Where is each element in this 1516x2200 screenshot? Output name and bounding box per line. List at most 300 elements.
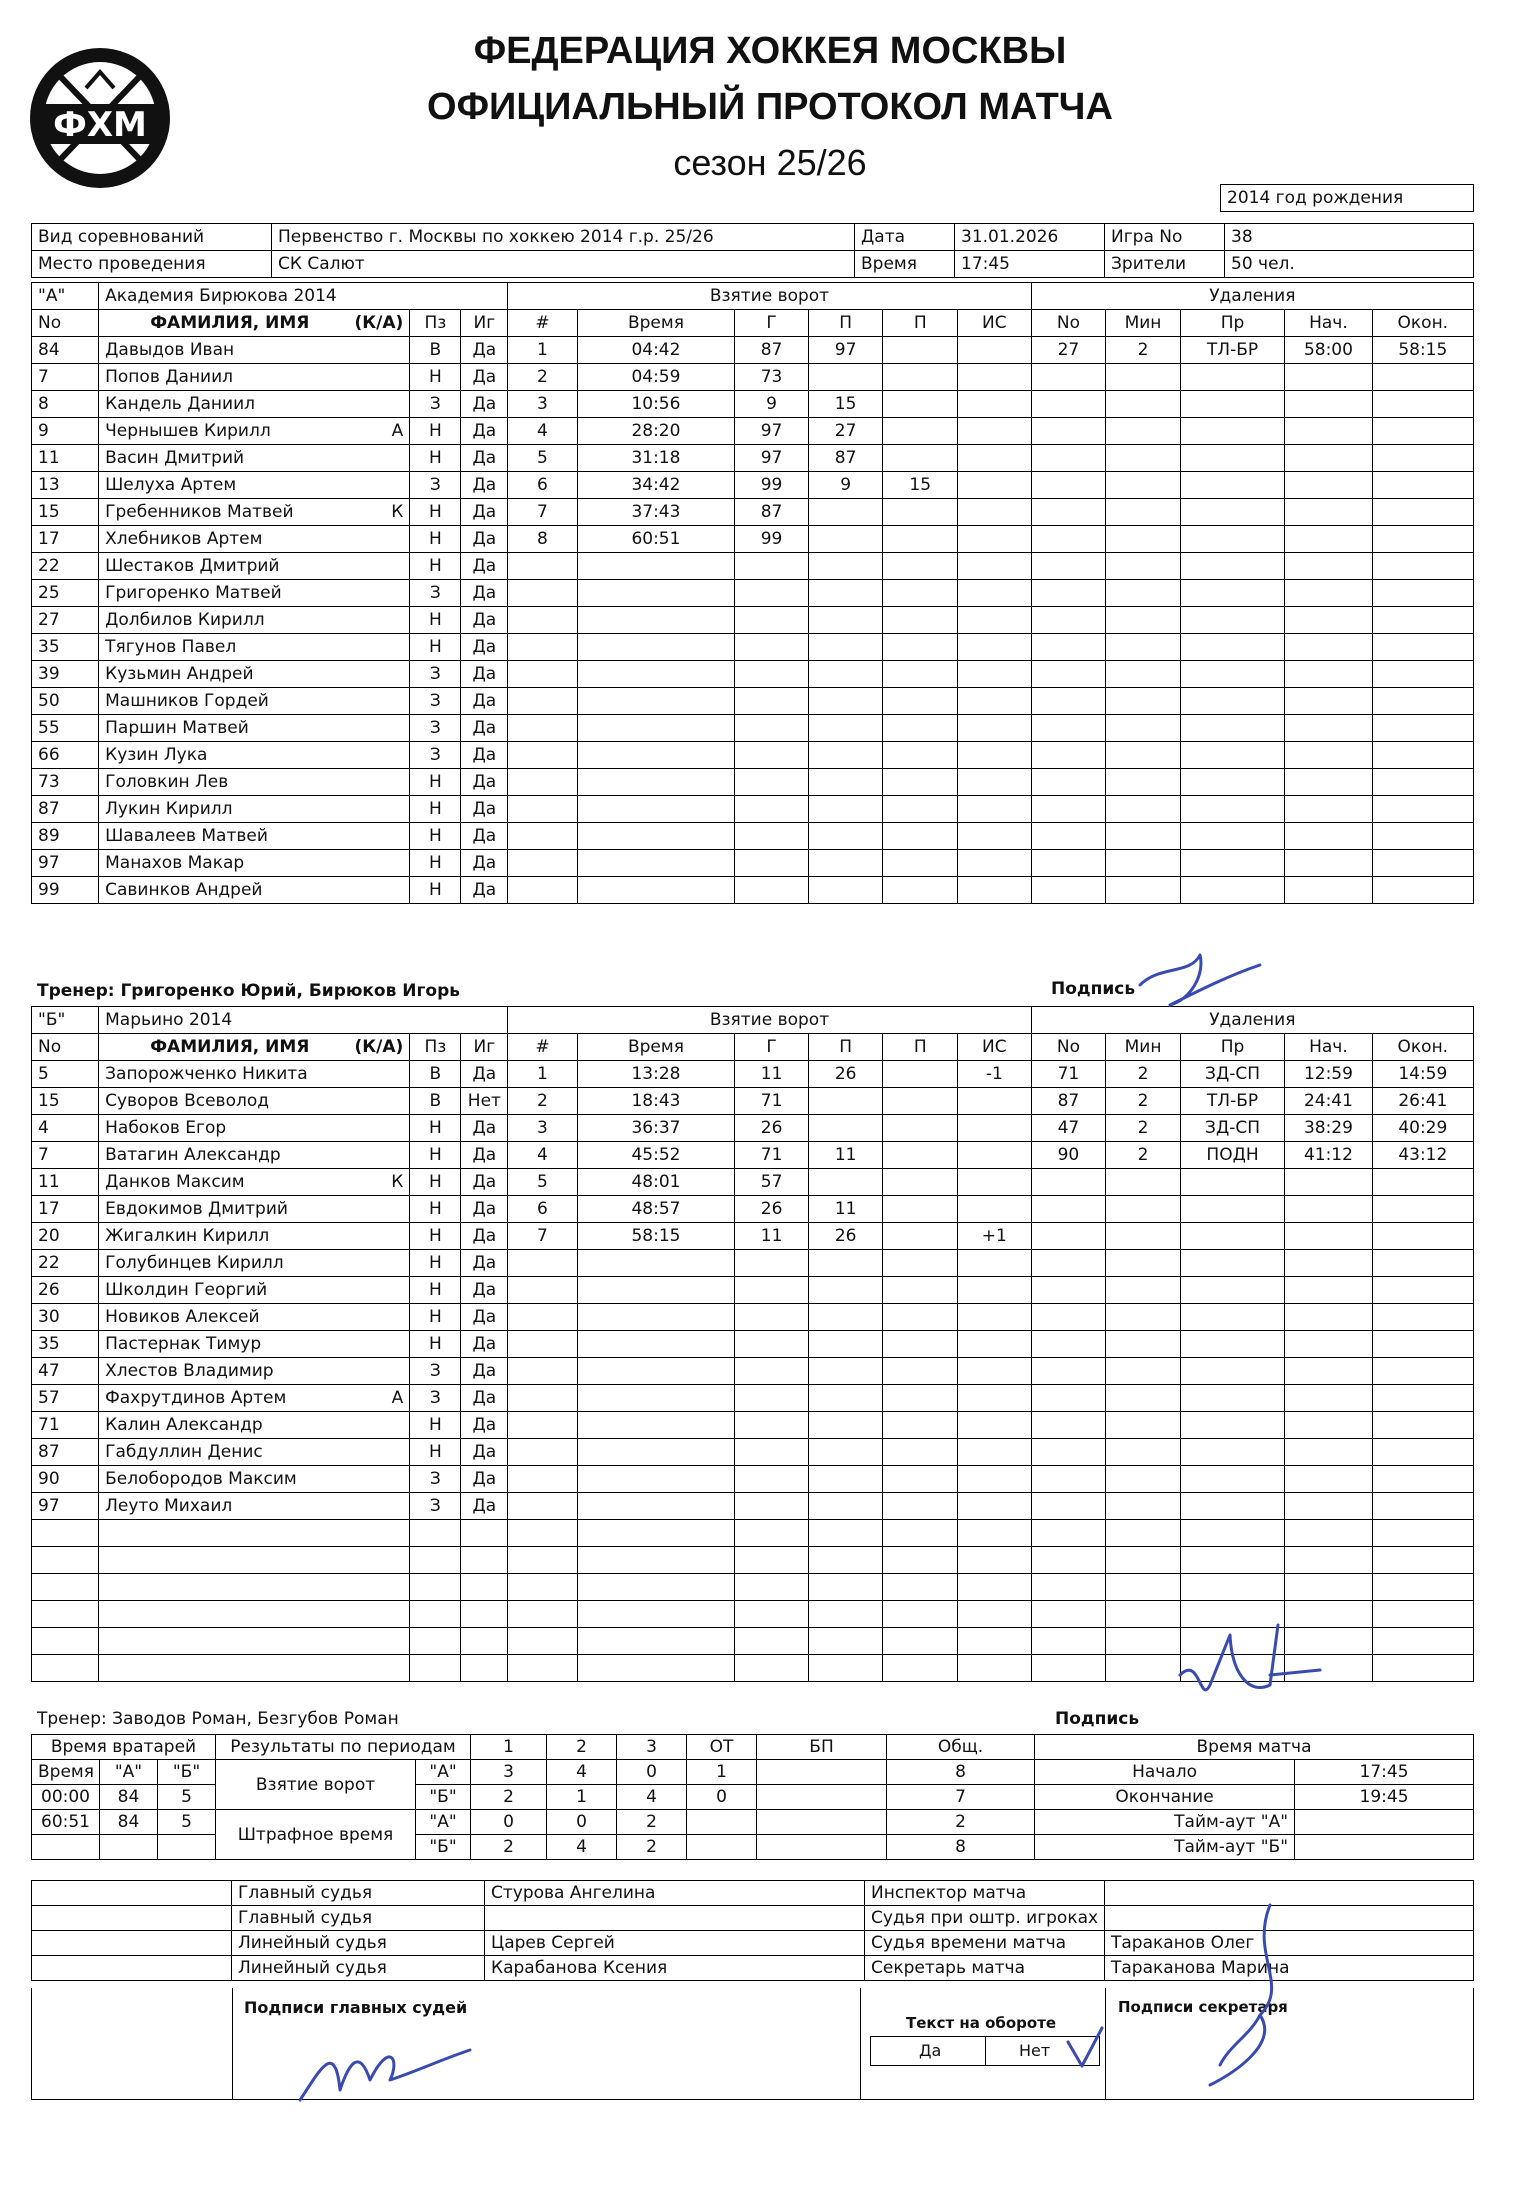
table-row: [32, 391, 1474, 418]
penalties-title: Удаления: [1031, 283, 1473, 310]
table-row: [32, 742, 1474, 769]
player-name: [99, 742, 410, 769]
goal-n: 3: [508, 1115, 577, 1142]
player-pos: З: [410, 472, 461, 499]
player-name-text: Набоков Егор: [105, 1118, 227, 1138]
player-name-text: Машников Гордей: [105, 691, 269, 711]
ref1-value: Стурова Ангелина: [485, 1881, 865, 1906]
player-name-text: Запорожченко Никита: [105, 1064, 308, 1084]
player-no: 87: [32, 796, 99, 823]
pen-pr: ЗД-СП: [1180, 1061, 1284, 1088]
team-b-table: [31, 1006, 1474, 1682]
h-no: No: [32, 1034, 99, 1061]
pim-a-p1: 0: [471, 1810, 547, 1835]
pim-a-total: 2: [887, 1810, 1035, 1835]
player-played: Нет: [461, 1088, 508, 1115]
player-no: 27: [32, 607, 99, 634]
goals-a-label: "А": [416, 1760, 471, 1785]
player-pos: З: [410, 1385, 461, 1412]
player-played: Да: [461, 1466, 508, 1493]
end-value: 19:45: [1295, 1785, 1474, 1810]
table-row: [32, 769, 1474, 796]
pen-start: 58:00: [1285, 337, 1372, 364]
h-pz: Пз: [410, 1034, 461, 1061]
player-no: 17: [32, 1196, 99, 1223]
player-name-text: Кузин Лука: [105, 745, 208, 765]
h-okon: Окон.: [1372, 310, 1473, 337]
table-row: [32, 634, 1474, 661]
gk-a-h: "А": [100, 1760, 158, 1785]
goal-n: 5: [508, 445, 577, 472]
start-label: Начало: [1035, 1760, 1295, 1785]
pim-a-p2: 0: [547, 1810, 617, 1835]
player-played: Да: [461, 1061, 508, 1088]
h-ig: Иг: [461, 1034, 508, 1061]
goal-g: 26: [735, 1196, 809, 1223]
player-name-text: Васин Дмитрий: [105, 448, 245, 468]
player-pos: З: [410, 1466, 461, 1493]
goal-is: [958, 1196, 1032, 1223]
birth-year-box: [1220, 184, 1474, 212]
table-row: [32, 364, 1474, 391]
player-name: [99, 1196, 410, 1223]
player-name-text: Долбилов Кирилл: [105, 610, 265, 630]
table-row: [32, 418, 1474, 445]
secretary-label: Секретарь матча: [865, 1956, 1105, 1981]
goal-g: 71: [735, 1142, 809, 1169]
goal-t: 28:20: [577, 418, 735, 445]
h-name-text: ФАМИЛИЯ, ИМЯ: [150, 313, 310, 333]
table-row: [32, 1547, 1474, 1574]
federation-title: ФЕДЕРАЦИЯ ХОККЕЯ МОСКВЫ: [473, 30, 1067, 72]
table-row: [32, 661, 1474, 688]
player-no: 15: [32, 1088, 99, 1115]
player-name-text: Чернышев Кирилл: [105, 421, 271, 441]
h-p: П: [808, 310, 883, 337]
pen-no: 90: [1031, 1142, 1106, 1169]
gk-title: Время вратарей: [32, 1735, 216, 1760]
timeout-a-label: Тайм-аут "А": [1035, 1810, 1295, 1835]
player-pos: Н: [410, 769, 461, 796]
player-no: 35: [32, 1331, 99, 1358]
h-p: П: [883, 310, 958, 337]
pen-start: 41:12: [1285, 1142, 1372, 1169]
player-played: Да: [461, 688, 508, 715]
player-name: [99, 1547, 410, 1574]
goal-n: 5: [508, 1169, 577, 1196]
pim-label: Штрафное время: [216, 1810, 416, 1860]
goal-g: 71: [735, 1088, 809, 1115]
goal-p2: [883, 499, 958, 526]
player-no: 26: [32, 1277, 99, 1304]
end-label: Окончание: [1035, 1785, 1295, 1810]
player-pos: Н: [410, 1223, 461, 1250]
penbox-label: Судья при оштр. игроках: [865, 1906, 1105, 1931]
table-row: [32, 1061, 1474, 1088]
player-played: Да: [461, 1493, 508, 1520]
table-row: [32, 1223, 1474, 1250]
player-name-text: Шестаков Дмитрий: [105, 556, 280, 576]
pen-min: 2: [1106, 1061, 1181, 1088]
goal-g: 11: [735, 1223, 809, 1250]
timekeeper-label: Судья времени матча: [865, 1931, 1105, 1956]
table-row: [32, 1304, 1474, 1331]
penalties-title: Удаления: [1031, 1007, 1473, 1034]
player-name-text: Хлестов Владимир: [105, 1361, 274, 1381]
player-played: Да: [461, 1250, 508, 1277]
player-name-text: Григоренко Матвей: [105, 583, 282, 603]
goals-title: Взятие ворот: [508, 1007, 1031, 1034]
player-name-text: Лукин Кирилл: [105, 799, 233, 819]
h-pr: Пр: [1180, 310, 1284, 337]
goal-p1: 15: [808, 391, 883, 418]
pim-b-p1: 2: [471, 1835, 547, 1860]
player-name-text: Леуто Михаил: [105, 1496, 233, 1516]
pim-a-label: "А": [416, 1810, 471, 1835]
comp-value: Первенство г. Москвы по хоккею 2014 г.р. 25/26: [272, 224, 855, 251]
gk-row-time: 60:51: [32, 1810, 100, 1835]
goal-g: 97: [735, 445, 809, 472]
player-name-text: Жигалкин Кирилл: [105, 1226, 270, 1246]
goals-b-label: "Б": [416, 1785, 471, 1810]
goal-t: 34:42: [577, 472, 735, 499]
h-okon: Окон.: [1372, 1034, 1473, 1061]
player-no: 87: [32, 1439, 99, 1466]
player-name-text: Шавалеев Матвей: [105, 826, 268, 846]
goals-a-p1: 3: [471, 1760, 547, 1785]
goal-is: [958, 391, 1032, 418]
goal-n: 3: [508, 391, 577, 418]
goal-p2: [883, 1061, 958, 1088]
player-played: Да: [461, 445, 508, 472]
goal-p2: 15: [883, 472, 958, 499]
player-name: [99, 391, 410, 418]
player-name: [99, 688, 410, 715]
player-no: 7: [32, 1142, 99, 1169]
h-tot: Общ.: [887, 1735, 1035, 1760]
timeout-a-value: [1295, 1810, 1474, 1835]
goals-a-p2: 4: [547, 1760, 617, 1785]
player-name: [99, 1466, 410, 1493]
player-played: Да: [461, 391, 508, 418]
pen-no: 47: [1031, 1115, 1106, 1142]
goal-is: [958, 526, 1032, 553]
player-name-text: Фахрутдинов Артем: [105, 1388, 287, 1408]
player-no: 30: [32, 1304, 99, 1331]
table-row: [32, 1277, 1474, 1304]
player-played: Да: [461, 796, 508, 823]
table-row: [32, 1250, 1474, 1277]
goal-p1: [808, 1088, 883, 1115]
player-no: 50: [32, 688, 99, 715]
season-title: сезон 25/26: [673, 142, 867, 183]
goal-g: 99: [735, 526, 809, 553]
player-name: [99, 580, 410, 607]
player-played: Да: [461, 823, 508, 850]
goal-n: 6: [508, 472, 577, 499]
goals-label: Взятие ворот: [216, 1760, 416, 1810]
player-played: Да: [461, 1304, 508, 1331]
player-name: [99, 445, 410, 472]
goal-n: 7: [508, 1223, 577, 1250]
table-row: [32, 1088, 1474, 1115]
player-name: [99, 1331, 410, 1358]
player-played: Да: [461, 1439, 508, 1466]
player-name: [99, 1142, 410, 1169]
player-pos: В: [410, 1088, 461, 1115]
h-ka: (К/А): [354, 313, 404, 333]
player-played: Да: [461, 553, 508, 580]
goal-p2: [883, 1223, 958, 1250]
goals-title: Взятие ворот: [508, 283, 1031, 310]
player-name: [99, 553, 410, 580]
ref2-value: [485, 1906, 865, 1931]
gk-row-a: 84: [100, 1785, 158, 1810]
place-label: Место проведения: [32, 251, 272, 278]
player-name: [99, 1520, 410, 1547]
team-a-coach: Тренер: Григоренко Юрий, Бирюков Игорь: [37, 981, 460, 1001]
signature-team-a: [1130, 945, 1270, 1015]
pen-min: 2: [1106, 1088, 1181, 1115]
pim-a-p3: 2: [617, 1810, 687, 1835]
player-no: 99: [32, 877, 99, 904]
pim-a-ot: [687, 1810, 757, 1835]
h-p2: 2: [547, 1735, 617, 1760]
table-row: [32, 499, 1474, 526]
player-name-text: Хлебников Артем: [105, 529, 263, 549]
player-pos: Н: [410, 553, 461, 580]
player-role: К: [391, 1172, 404, 1192]
pen-start: 12:59: [1285, 1061, 1372, 1088]
goal-g: 9: [735, 391, 809, 418]
player-played: Да: [461, 580, 508, 607]
goal-t: 48:57: [577, 1196, 735, 1223]
pen-start: 38:29: [1285, 1115, 1372, 1142]
player-name-text: Манахов Макар: [105, 853, 245, 873]
player-played: Да: [461, 742, 508, 769]
h-ig: Иг: [461, 310, 508, 337]
table-row: [32, 1439, 1474, 1466]
player-played: Да: [461, 1115, 508, 1142]
player-name-text: Тягунов Павел: [105, 637, 237, 657]
table-row: [32, 1520, 1474, 1547]
player-played: Да: [461, 1412, 508, 1439]
player-pos: Н: [410, 364, 461, 391]
gk-b-h: "Б": [158, 1760, 216, 1785]
player-name: [99, 1304, 410, 1331]
player-no: 47: [32, 1358, 99, 1385]
goals-a-ot: 1: [687, 1760, 757, 1785]
player-pos: З: [410, 1493, 461, 1520]
player-no: 25: [32, 580, 99, 607]
player-role: А: [391, 421, 404, 441]
table-row: [32, 1574, 1474, 1601]
player-played: Да: [461, 499, 508, 526]
h-no: No: [1031, 310, 1106, 337]
player-name-text: Головкин Лев: [105, 772, 229, 792]
goal-p2: [883, 364, 958, 391]
goal-n: 8: [508, 526, 577, 553]
time-value: 17:45: [955, 251, 1105, 278]
player-played: Да: [461, 364, 508, 391]
player-played: Да: [461, 1142, 508, 1169]
table-row: [32, 337, 1474, 364]
player-name: [99, 1169, 410, 1196]
birth-year: 2014 год рождения: [1221, 185, 1474, 212]
start-value: 17:45: [1295, 1760, 1474, 1785]
pim-b-p2: 4: [547, 1835, 617, 1860]
signature-secretary: [1190, 1895, 1310, 2095]
gk-row-b: 5: [158, 1785, 216, 1810]
secretary-value: Тараканова Марина: [1105, 1956, 1474, 1981]
table-row: [32, 688, 1474, 715]
h-g: Г: [735, 310, 809, 337]
player-name: [99, 1655, 410, 1682]
goal-p1: 97: [808, 337, 883, 364]
player-pos: Н: [410, 1196, 461, 1223]
goal-is: [958, 1169, 1032, 1196]
h-vremya: Время: [577, 1034, 735, 1061]
goals-a-total: 8: [887, 1760, 1035, 1785]
h-pz: Пз: [410, 310, 461, 337]
goal-g: 87: [735, 337, 809, 364]
player-played: Да: [461, 526, 508, 553]
goal-n: 7: [508, 499, 577, 526]
player-name: [99, 1223, 410, 1250]
table-row: [32, 1358, 1474, 1385]
player-name-text: Гребенников Матвей: [105, 502, 294, 522]
spect-label: Зрители: [1105, 251, 1225, 278]
table-row: [32, 1115, 1474, 1142]
lin1-value: Царев Сергей: [485, 1931, 865, 1956]
h-bp: БП: [757, 1735, 887, 1760]
table-row: [32, 580, 1474, 607]
player-no: 97: [32, 850, 99, 877]
player-pos: Н: [410, 418, 461, 445]
protocol-title: ОФИЦИАЛЬНЫЙ ПРОТОКОЛ МАТЧА: [427, 86, 1113, 128]
player-pos: Н: [410, 1169, 461, 1196]
goal-n: 6: [508, 1196, 577, 1223]
table-row: [32, 1331, 1474, 1358]
gk-row-time: 00:00: [32, 1785, 100, 1810]
table-row: [32, 1196, 1474, 1223]
spect-value: 50 чел.: [1225, 251, 1474, 278]
goal-p2: [883, 337, 958, 364]
h-is: ИС: [958, 310, 1032, 337]
player-played: Да: [461, 1169, 508, 1196]
player-no: 11: [32, 445, 99, 472]
table-row: [32, 850, 1474, 877]
player-name: [99, 715, 410, 742]
pim-b-total: 8: [887, 1835, 1035, 1860]
game-label: Игра No: [1105, 224, 1225, 251]
player-no: 66: [32, 742, 99, 769]
player-pos: Н: [410, 1115, 461, 1142]
player-name: [99, 877, 410, 904]
h-name: [99, 1034, 410, 1061]
comp-label: Вид соревнований: [32, 224, 272, 251]
h-pr: Пр: [1180, 1034, 1284, 1061]
team-tag: "Б": [32, 1007, 99, 1034]
player-name-text: Шелуха Артем: [105, 475, 237, 495]
player-name-text: Савинков Андрей: [105, 880, 263, 900]
player-name-text: Давыдов Иван: [105, 340, 235, 360]
table-row: [32, 445, 1474, 472]
pen-end: 58:15: [1372, 337, 1473, 364]
table-row: [32, 526, 1474, 553]
player-role: К: [391, 502, 404, 522]
goal-p2: [883, 418, 958, 445]
player-no: 55: [32, 715, 99, 742]
player-name: [99, 472, 410, 499]
player-no: 20: [32, 1223, 99, 1250]
player-name-text: Калин Александр: [105, 1415, 263, 1435]
table-row: [32, 796, 1474, 823]
player-played: Да: [461, 418, 508, 445]
h-no: No: [32, 310, 99, 337]
player-no: 15: [32, 499, 99, 526]
player-played: Да: [461, 337, 508, 364]
place-value: СК Салют: [272, 251, 855, 278]
player-no: 9: [32, 418, 99, 445]
player-played: Да: [461, 472, 508, 499]
table-row: [32, 1169, 1474, 1196]
goal-g: 99: [735, 472, 809, 499]
pen-pr: ПОДН: [1180, 1142, 1284, 1169]
summary-table: [31, 1734, 1474, 1860]
player-name: [99, 850, 410, 877]
player-name-text: Новиков Алексей: [105, 1307, 260, 1327]
player-played: Да: [461, 715, 508, 742]
goal-is: [958, 1088, 1032, 1115]
goal-p2: [883, 1169, 958, 1196]
player-pos: Н: [410, 1142, 461, 1169]
player-no: 39: [32, 661, 99, 688]
pim-b-bp: [757, 1835, 887, 1860]
goal-p2: [883, 1088, 958, 1115]
player-name-text: Суворов Всеволод: [105, 1091, 269, 1111]
goal-t: 58:15: [577, 1223, 735, 1250]
date-value: 31.01.2026: [955, 224, 1105, 251]
goal-p2: [883, 526, 958, 553]
goal-is: [958, 1115, 1032, 1142]
table-row: [32, 472, 1474, 499]
player-pos: В: [410, 337, 461, 364]
player-played: Да: [461, 607, 508, 634]
pen-pr: ЗД-СП: [1180, 1115, 1284, 1142]
goal-p2: [883, 1142, 958, 1169]
player-pos: Н: [410, 607, 461, 634]
player-played: Да: [461, 634, 508, 661]
player-name: [99, 526, 410, 553]
player-pos: Н: [410, 1277, 461, 1304]
player-name-text: Белобородов Максим: [105, 1469, 297, 1489]
goal-g: 57: [735, 1169, 809, 1196]
player-name: [99, 823, 410, 850]
goal-t: 13:28: [577, 1061, 735, 1088]
player-played: Да: [461, 1277, 508, 1304]
player-no: 5: [32, 1061, 99, 1088]
pim-b-p3: 2: [617, 1835, 687, 1860]
goals-b-p2: 1: [547, 1785, 617, 1810]
player-pos: В: [410, 1061, 461, 1088]
timekeeper-value: Тараканов Олег: [1105, 1931, 1474, 1956]
player-pos: Н: [410, 1331, 461, 1358]
player-no: 17: [32, 526, 99, 553]
secretary-sign-label: Подписи секретаря: [1118, 1998, 1288, 2016]
player-pos: Н: [410, 445, 461, 472]
player-pos: З: [410, 1358, 461, 1385]
